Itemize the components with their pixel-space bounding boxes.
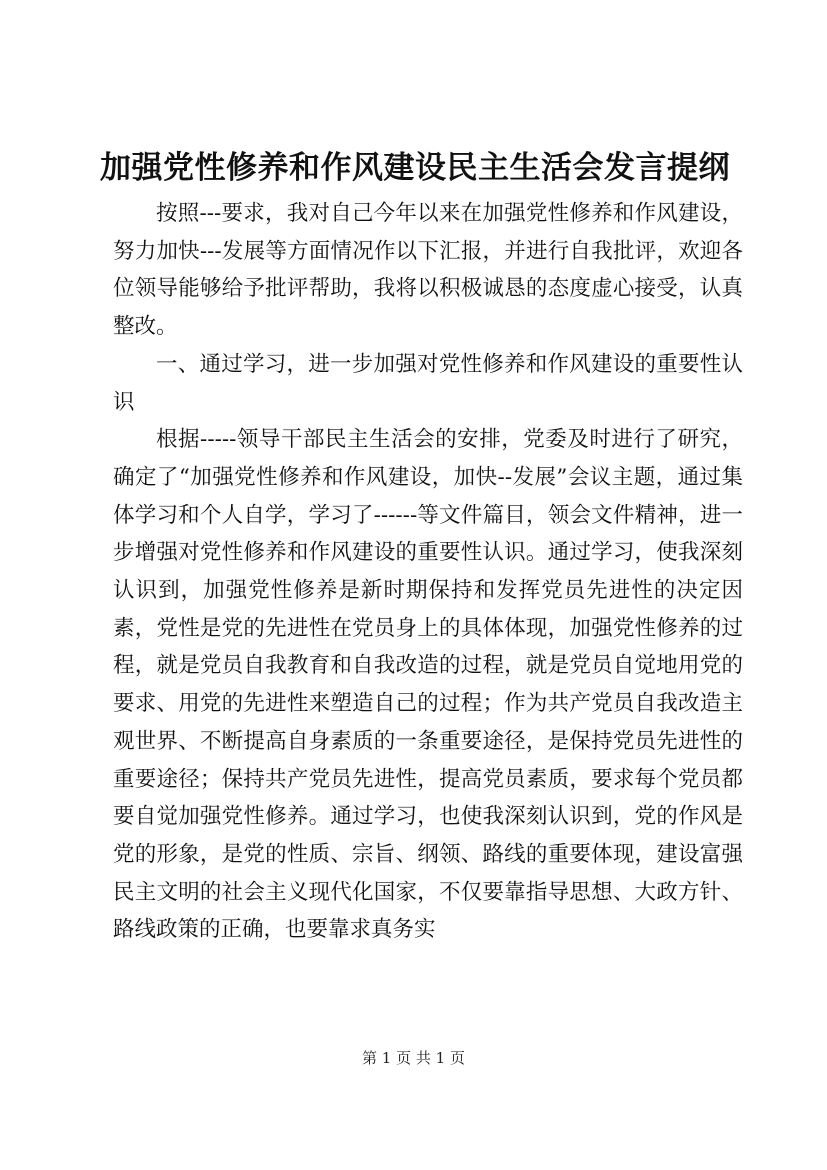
page-footer: 第 1 页 共 1 页 xyxy=(362,1049,465,1067)
document-title: 加强党性修养和作风建设民主生活会发言提纲 xyxy=(100,150,730,186)
body-paragraph: 根据-----领导干部民主生活会的安排，党委及时进行了研究，确定了“加强党性修养和作风建设，加快--发展”会议主题，通过集体学习和个人自学，学习了------等文件篇目，领会文件精神，进一步增强对党性修养和作风建设的重要性认识。通过学习，使我深刻认识到，加强党性修养是新时期保持和发挥党员先进性的决定因素，党性是党的先进性在党员身上的具体体现，加强党性修养的过程，就是党员自我教育和自我改造的过程，就是党员自觉地用党的要求、用党的先进性来塑造自己的过程；作为共产党员自我改造主观世界、不断提高自身素质的一条重要途径，是保持党员先进性的重要途径；保持共产党员先进性，提高党员素质，要求每个党员都要自觉加强党性修养。通过学习，也使我深刻认识到，党的作风是党的形象，是党的性质、宗旨、纲领、路线的重要体现，建设富强民主文明的社会主义现代化国家，不仅要靠指导思想、大政方针、路线政策的正确，也要靠求真务实 xyxy=(113,427,743,943)
section-heading: 一、通过学习，进一步加强对党性修养和作风建设的重要性认识 xyxy=(113,351,743,415)
document-body xyxy=(113,195,743,949)
intro-paragraph: 按照---要求，我对自己今年以来在加强党性修养和作风建设，努力加快---发展等方面情况作以下汇报，并进行自我批评，欢迎各位领导能够给予批评帮助，我将以积极诚恳的态度虚心接受，认真整改。 xyxy=(113,201,743,340)
